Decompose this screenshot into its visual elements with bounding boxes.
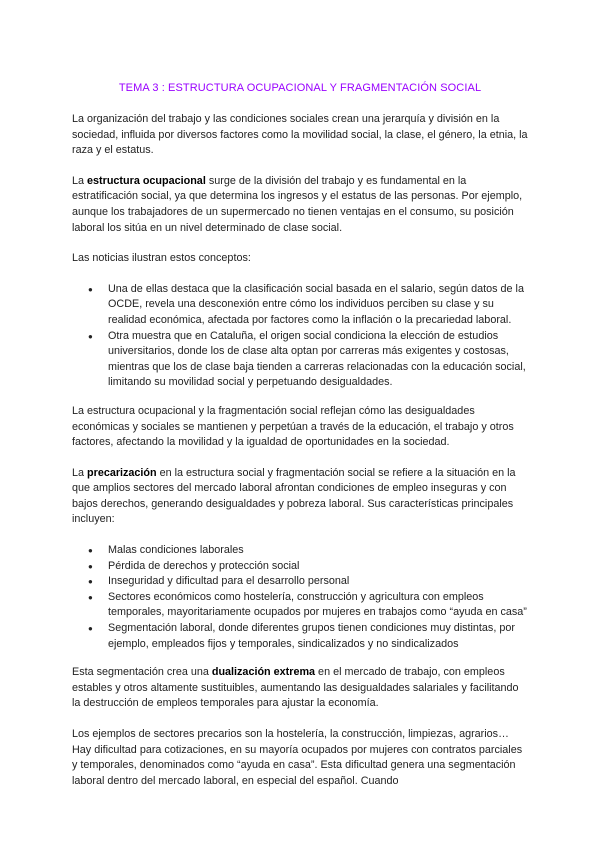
page-title: TEMA 3 : ESTRUCTURA OCUPACIONAL Y FRAGMENTACIÓN SOCIAL	[118, 82, 482, 94]
text-fragment: La	[72, 174, 88, 187]
dualization-paragraph	[72, 665, 528, 712]
text-fragment: en el mercado de trabajo, con empleos estables y otros altamente sustituibles, aumentando las desigualdades salariales y facilitando la destrucción de empleos temporales para ajustar la economía.	[72, 666, 519, 710]
list-item: ● Sectores económicos como hostelería, construcción y agricultura con empleos temporales, mayoritariamente ocupados por mujeres en trabajos como “ayuda en casa”	[88, 590, 528, 621]
precarization-paragraph	[72, 466, 528, 528]
list-item: ● Inseguridad y dificultad para el desarrollo personal	[88, 574, 528, 590]
term-estructura-ocupacional: estructura ocupacional	[87, 174, 206, 187]
list-item: ● Una de ellas destaca que la clasificación social basada en el salario, según datos de la OCDE, revela una desconexión entre cómo los individuos perciben su clase y su realidad económica, afectada por factores como la inflación o la precariedad laboral.	[88, 282, 528, 329]
news-intro-paragraph: Las noticias ilustran estos conceptos:	[72, 252, 251, 265]
term-precarizacion: precarización	[87, 466, 157, 479]
list-item: ● Pérdida de derechos y protección social	[88, 559, 528, 575]
text-fragment: La	[72, 466, 88, 479]
precarious-sectors-paragraph: Los ejemplos de sectores precarios son la hostelería, la construcción, limpiezas, agrarios… Hay dificultad para cotizaciones, en su mayoría ocupados por mujeres con contratos parciales y temporales, denominados como “ayuda en casa”. Esta dificultad genera una segmentación laboral dentro del mercado laboral, en especial del español. Cuando	[72, 728, 523, 787]
intro-paragraph: La organización del trabajo y las condiciones sociales crean una jerarquía y división en la sociedad, influida por diversos factores como la movilidad social, la clase, el género, la etnia, la raza y el estatus.	[72, 113, 528, 157]
list-item: ● Segmentación laboral, donde diferentes grupos tienen condiciones muy distintas, por ejemplo, empleados fijos y temporales, sindicalizados y no sindicalizados	[88, 621, 528, 652]
occupational-structure-paragraph	[72, 174, 528, 236]
document-body	[72, 82, 528, 804]
text-fragment: en la estructura social y fragmentación social se refiere a la situación en la que amplios sectores del mercado laboral afrontan condiciones de empleo inseguras y con bajos derechos, generando desigualdades y pobreza laboral. Sus características principales incluyen:	[72, 466, 516, 526]
term-dualizacion-extrema: dualización extrema	[211, 666, 316, 679]
characteristics-list	[72, 543, 528, 652]
text-fragment: surge de la división del trabajo y es fundamental en la estratificación social, ya que determina los ingresos y el estatus de las personas. Por ejemplo, aunque los trabajadores de un supermercado no tienen ventajas en el consumo, su posición laboral los sitúa en un nivel determinado de clase social.	[72, 174, 523, 234]
news-list	[72, 282, 528, 391]
list-item: ● Malas condiciones laborales	[88, 543, 528, 559]
text-fragment: Esta segmentación crea una	[72, 666, 212, 679]
inequality-paragraph: La estructura ocupacional y la fragmentación social reflejan cómo las desigualdades económicas y sociales se mantienen y perpetúan a través de la educación, el trabajo y otros factores, afectando la movilidad y la igualdad de oportunidades en la sociedad.	[72, 404, 514, 449]
list-item: ● Otra muestra que en Cataluña, el origen social condiciona la elección de estudios universitarios, donde los de clase alta optan por carreras más exigentes y costosas, mientras que los de clase baja tienden a carreras relacionadas con la educación social, limitando su movilidad social y perpetuando desigualdades.	[88, 329, 528, 391]
